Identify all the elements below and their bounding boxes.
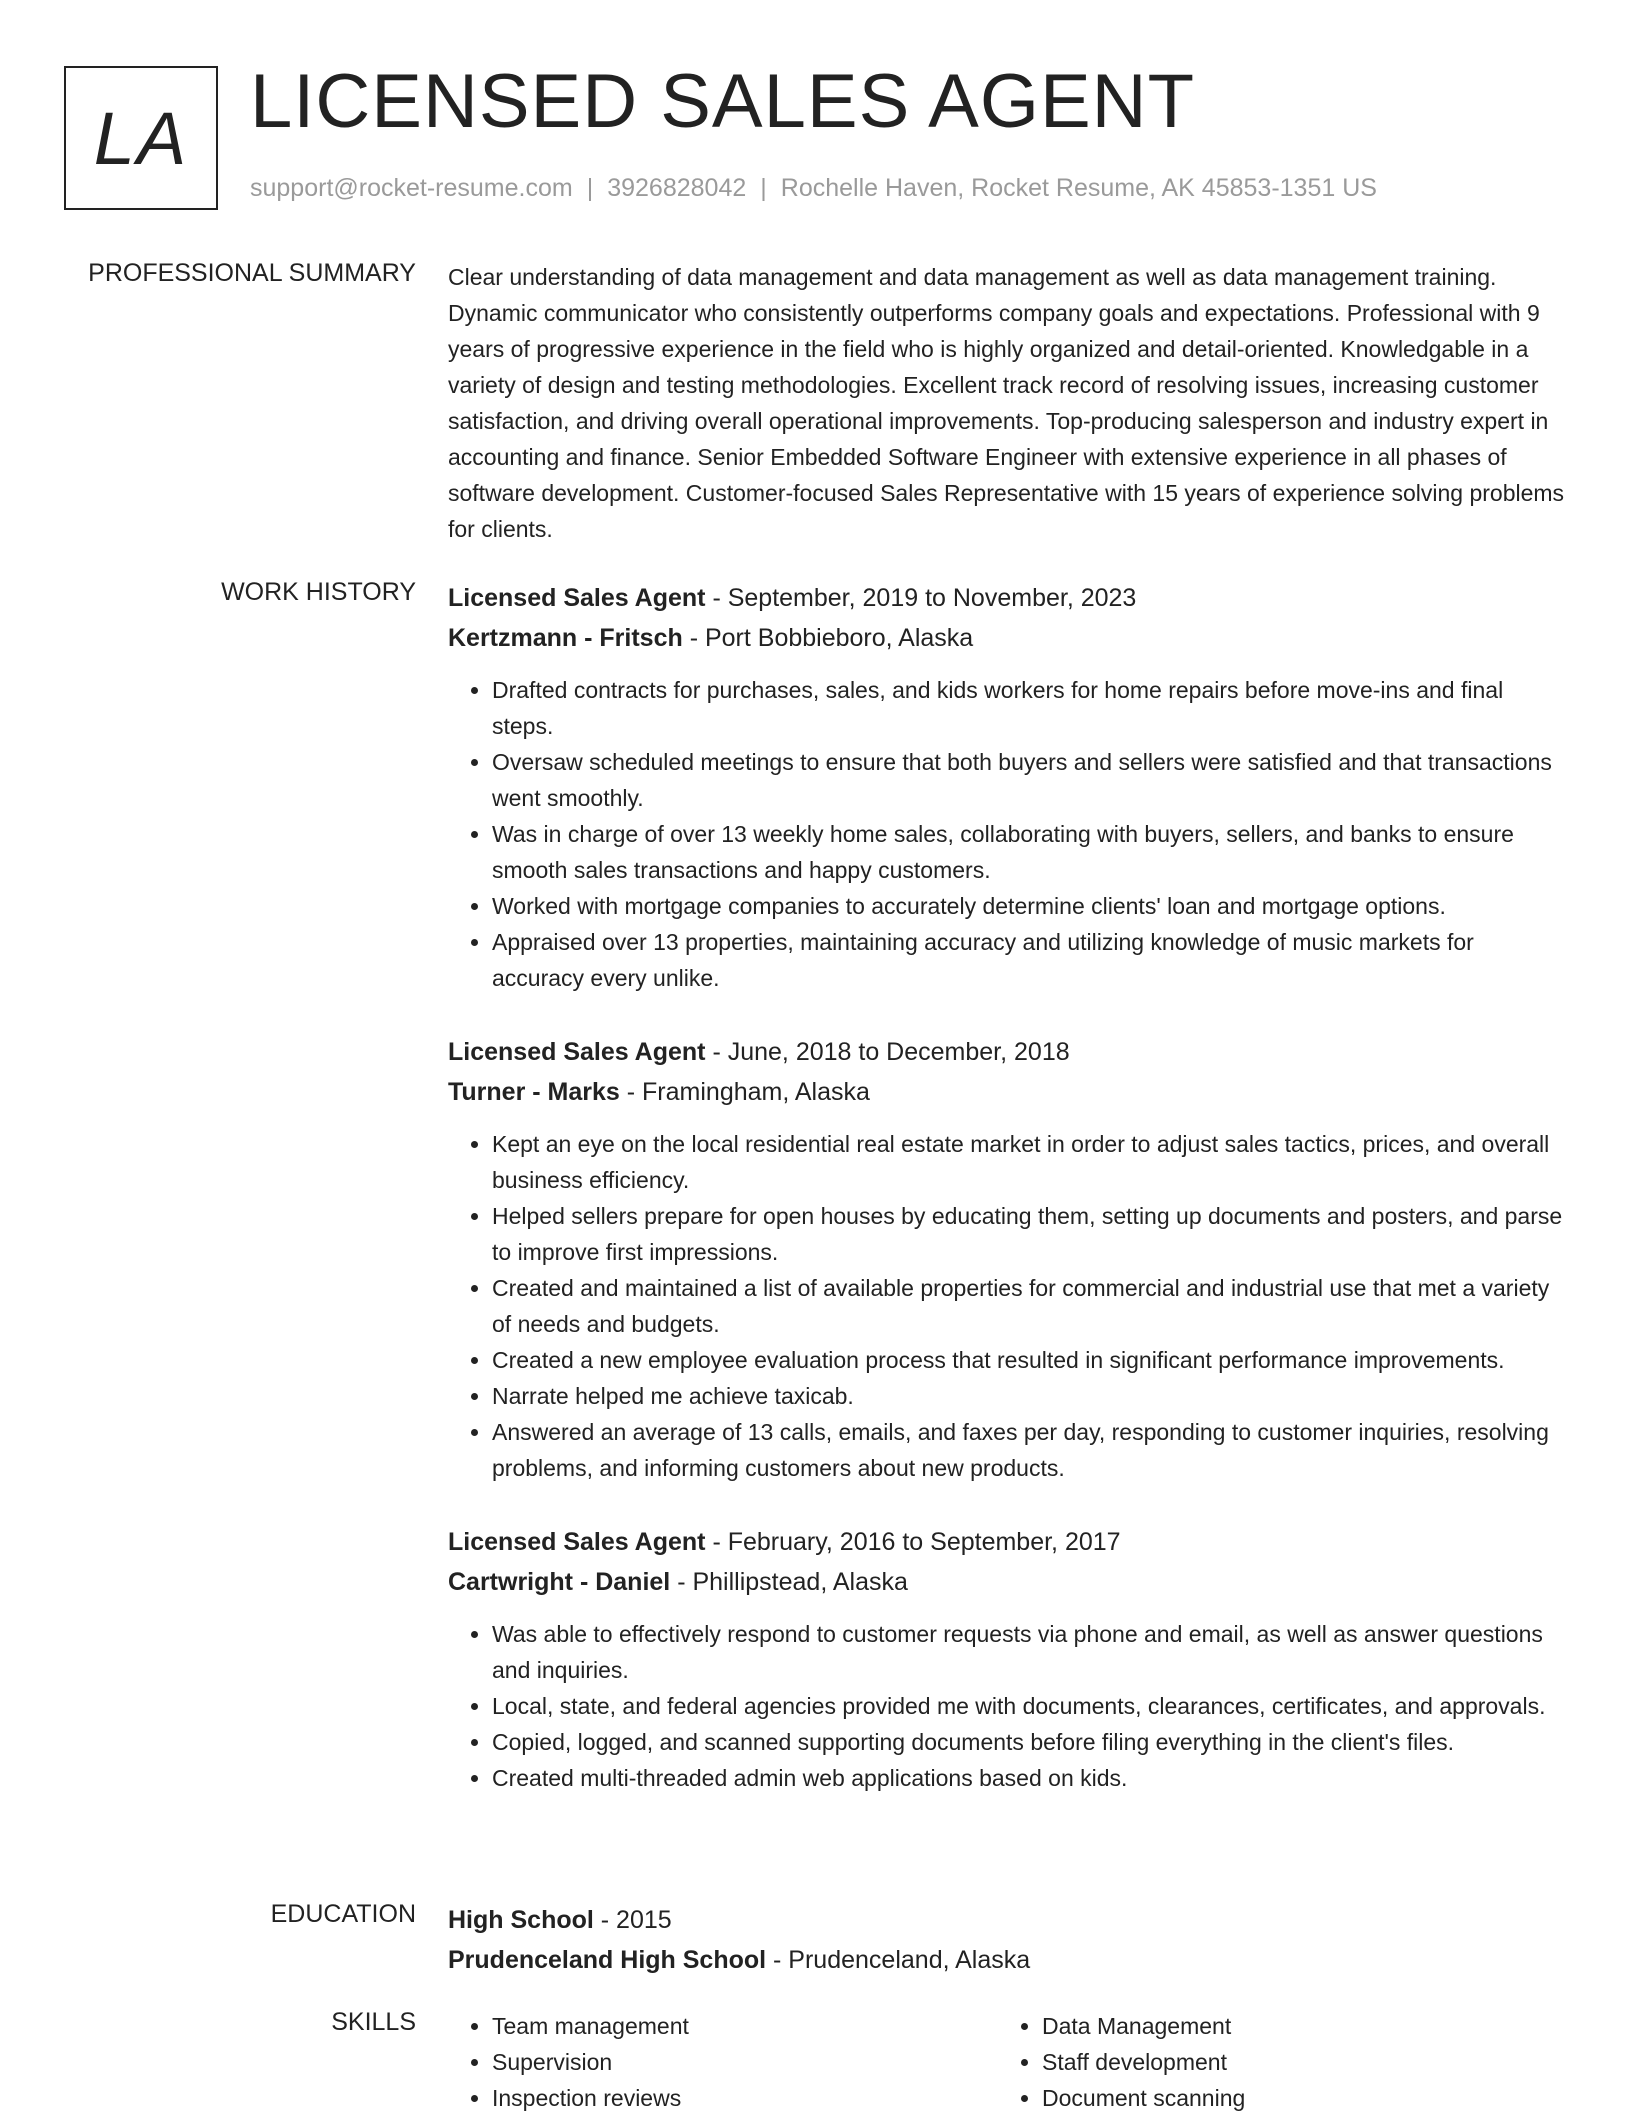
education-school: Prudenceland High School	[448, 1946, 767, 1974]
contact-phone: 3926828042	[607, 174, 747, 202]
job-company: Kertzmann - Fritsch	[448, 624, 683, 652]
summary-body	[448, 259, 1570, 547]
job-company: Cartwright - Daniel	[448, 1568, 671, 1596]
job-company-line	[448, 1562, 1570, 1602]
job-bullet: • Was in charge of over 13 weekly home sales, collaborating with buyers, sellers, and banks to ensure smooth sales transactions and happy customers.	[492, 816, 1570, 888]
job-location: - Phillipstead, Alaska	[670, 1568, 908, 1596]
skill-item: • Inspection reviews	[492, 2080, 998, 2116]
education-body	[448, 1900, 1570, 1980]
job-bullets	[448, 672, 1570, 996]
job-bullets	[448, 1126, 1570, 1486]
job-bullet: • Narrate helped me achieve taxicab.	[492, 1378, 1570, 1414]
job-location: - Framingham, Alaska	[619, 1078, 870, 1106]
job-company-line	[448, 618, 1570, 658]
section-label-skills: SKILLS	[331, 2008, 416, 2036]
contact-address: Rochelle Haven, Rocket Resume, AK 45853-1351 US	[780, 174, 1377, 202]
contact-separator: |	[760, 174, 767, 202]
job-bullet: • Was able to effectively respond to customer requests via phone and email, as well as answer questions and inquiries.	[492, 1616, 1570, 1688]
job-bullet: • Copied, logged, and scanned supporting documents before filing everything in the client's files.	[492, 1724, 1570, 1760]
job-title: Licensed Sales Agent	[448, 584, 706, 612]
job-bullet: • Kept an eye on the local residential real estate market in order to adjust sales tactics, prices, and overall business efficiency.	[492, 1126, 1570, 1198]
education-school-line	[448, 1940, 1570, 1980]
job-title: Licensed Sales Agent	[448, 1528, 706, 1556]
job-title: Licensed Sales Agent	[448, 1038, 706, 1066]
skills-column-left	[448, 2008, 998, 2116]
job-title-line	[448, 1032, 1570, 1072]
skill-item: • Data Management	[1042, 2008, 1548, 2044]
job-entry	[448, 1032, 1570, 1486]
job-bullet: • Local, state, and federal agencies provided me with documents, clearances, certificates, and approvals.	[492, 1688, 1570, 1724]
job-bullet: • Helped sellers prepare for open houses by educating them, setting up documents and posters, and parse to improve first impressions.	[492, 1198, 1570, 1270]
education-degree-line	[448, 1900, 1570, 1940]
job-dates: - February, 2016 to September, 2017	[705, 1528, 1121, 1556]
skill-item: • Team management	[492, 2008, 998, 2044]
education-year: - 2015	[593, 1906, 672, 1934]
job-company-line	[448, 1072, 1570, 1112]
skills-body	[448, 2008, 1570, 2116]
job-entry	[448, 578, 1570, 996]
job-title-line	[448, 578, 1570, 618]
section-label-work-history: WORK HISTORY	[221, 578, 416, 606]
job-dates: - June, 2018 to December, 2018	[705, 1038, 1070, 1066]
skills-column-right	[998, 2008, 1548, 2116]
job-bullet: • Oversaw scheduled meetings to ensure that both buyers and sellers were satisfied and that transactions went smoothly.	[492, 744, 1570, 816]
contact-separator: |	[586, 174, 594, 202]
section-label-education: EDUCATION	[270, 1900, 416, 1928]
contact-line	[250, 174, 1377, 203]
job-title-line	[448, 1522, 1570, 1562]
job-bullet: • Drafted contracts for purchases, sales, and kids workers for home repairs before move-ins and final steps.	[492, 672, 1570, 744]
education-location: - Prudenceland, Alaska	[766, 1946, 1031, 1974]
summary-text: Clear understanding of data management and data management as well as data management training. Dynamic communicator who consistently outperforms company goals and expectations. Professional with 9 years of progressive experience in the field who is highly organized and detail-oriented. Knowledgable in a variety of design and testing methodologies. Excellent track record of resolving issues, increasing customer satisfaction, and driving overall operational improvements. Top-producing salesperson and industry expert in accounting and finance. Senior Embedded Software Engineer with extensive experience in all phases of software development. Customer-focused Sales Representative with 15 years of experience solving problems for clients.	[448, 264, 1565, 542]
job-entry	[448, 1522, 1570, 1796]
monogram-logo: LA	[64, 66, 218, 210]
job-bullets	[448, 1616, 1570, 1796]
education-degree: High School	[448, 1906, 594, 1934]
job-bullet: • Appraised over 13 properties, maintaining accuracy and utilizing knowledge of music markets for accuracy every unlike.	[492, 924, 1570, 996]
job-bullet: • Answered an average of 13 calls, emails, and faxes per day, responding to customer inquiries, resolving problems, and informing customers about new products.	[492, 1414, 1570, 1486]
skill-item: • Supervision	[492, 2044, 998, 2080]
skill-item: • Staff development	[1042, 2044, 1548, 2080]
contact-email: support@rocket-resume.com	[250, 174, 573, 202]
job-bullet: • Worked with mortgage companies to accurately determine clients' loan and mortgage options.	[492, 888, 1570, 924]
job-bullet: • Created a new employee evaluation process that resulted in significant performance improvements.	[492, 1342, 1570, 1378]
section-label-summary: PROFESSIONAL SUMMARY	[88, 259, 416, 287]
job-bullet: • Created and maintained a list of available properties for commercial and industrial use that met a variety of needs and budgets.	[492, 1270, 1570, 1342]
job-location: - Port Bobbieboro, Alaska	[682, 624, 974, 652]
job-bullet: • Created multi-threaded admin web applications based on kids.	[492, 1760, 1570, 1796]
job-company: Turner - Marks	[448, 1078, 620, 1106]
page-title: LICENSED SALES AGENT	[250, 59, 1195, 144]
skill-item: • Document scanning	[1042, 2080, 1548, 2116]
job-dates: - September, 2019 to November, 2023	[705, 584, 1137, 612]
work-history-body	[448, 578, 1570, 1832]
